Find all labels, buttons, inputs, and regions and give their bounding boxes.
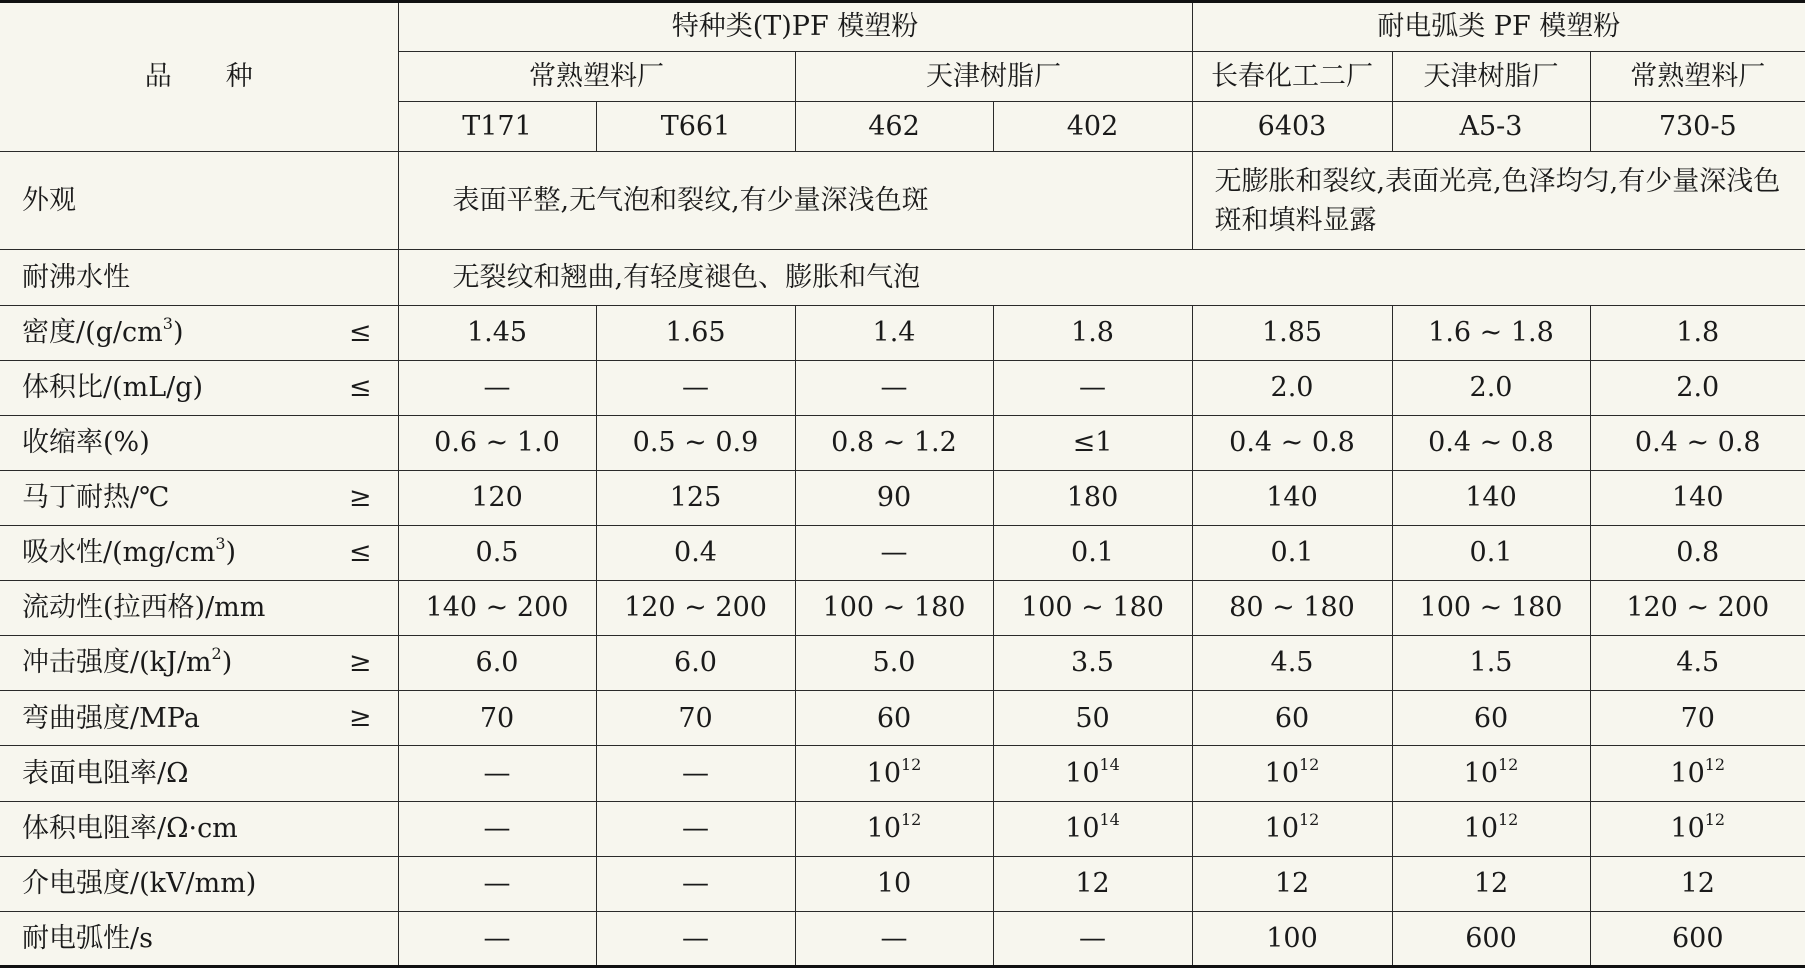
factory-tianjin: 天津树脂厂 xyxy=(795,52,1192,102)
table-row xyxy=(0,305,1805,360)
limit-symbol: ≥ xyxy=(348,702,372,734)
grade-cell: 730-5 xyxy=(1590,102,1805,152)
value-cell: 600 xyxy=(1590,911,1805,966)
value-cell: 0.4 ~ 0.8 xyxy=(1590,415,1805,470)
limit-symbol: ≤ xyxy=(348,537,372,569)
value-cell: 70 xyxy=(1590,691,1805,746)
value-cell: 4.5 xyxy=(1192,636,1392,691)
value-cell: $10^{12}$ xyxy=(1590,801,1805,856)
value-cell: 0.4 ~ 0.8 xyxy=(1192,415,1392,470)
value-cell: 50 xyxy=(993,691,1192,746)
table-row xyxy=(0,801,1805,856)
value-cell: — xyxy=(398,911,596,966)
row-label: 表面电阻率/Ω xyxy=(0,746,398,801)
row-label: 冲击强度$/(kJ/m^2)$ ≥ xyxy=(0,636,398,691)
value-cell: 0.4 ~ 0.8 xyxy=(1392,415,1590,470)
value-cell: — xyxy=(596,856,795,911)
grade-cell: T661 xyxy=(596,102,795,152)
value-cell: 0.6 ~ 1.0 xyxy=(398,415,596,470)
boiling-text: 无裂纹和翘曲,有轻度褪色、膨胀和气泡 xyxy=(398,250,1805,305)
value-cell: $10^{12}$ xyxy=(1590,746,1805,801)
value-cell: 1.5 xyxy=(1392,636,1590,691)
value-cell: 1.4 xyxy=(795,305,993,360)
value-cell: 100 ~ 180 xyxy=(1392,581,1590,636)
table-row xyxy=(0,581,1805,636)
value-cell: — xyxy=(993,360,1192,415)
grade-cell: T171 xyxy=(398,102,596,152)
table-row xyxy=(0,691,1805,746)
value-cell: 100 xyxy=(1192,911,1392,966)
value-cell: 70 xyxy=(596,691,795,746)
variety-header: 品 种 xyxy=(0,2,398,152)
value-cell: 6.0 xyxy=(596,636,795,691)
group1-header: 特种类(T)PF 模塑粉 xyxy=(398,2,1192,52)
row-label: 流动性(拉西格)/mm xyxy=(0,581,398,636)
value-cell: 0.5 ~ 0.9 xyxy=(596,415,795,470)
appearance-group2: 无膨胀和裂纹,表面光亮,色泽均匀,有少量深浅色斑和填料显露 xyxy=(1192,152,1805,250)
table-row xyxy=(0,856,1805,911)
value-cell: — xyxy=(398,746,596,801)
value-cell: 60 xyxy=(795,691,993,746)
value-cell: $10^{12}$ xyxy=(1192,801,1392,856)
row-label: 体积比/(mL/g) ≤ xyxy=(0,360,398,415)
value-cell: 2.0 xyxy=(1392,360,1590,415)
value-cell: 120 ~ 200 xyxy=(1590,581,1805,636)
value-cell: $10^{12}$ xyxy=(1392,801,1590,856)
value-cell: 90 xyxy=(795,470,993,525)
limit-symbol: ≥ xyxy=(348,482,372,514)
value-cell: 100 ~ 180 xyxy=(795,581,993,636)
row-label: 弯曲强度/MPa ≥ xyxy=(0,691,398,746)
row-label: 吸水性$/(mg/cm^3)$ ≤ xyxy=(0,526,398,581)
table-row xyxy=(0,636,1805,691)
value-cell: 0.1 xyxy=(993,526,1192,581)
value-cell: 140 ~ 200 xyxy=(398,581,596,636)
value-cell: 2.0 xyxy=(1192,360,1392,415)
table-row xyxy=(0,746,1805,801)
row-label: 体积电阻率/Ω·cm xyxy=(0,801,398,856)
value-cell: 140 xyxy=(1192,470,1392,525)
table-row xyxy=(0,470,1805,525)
value-cell: — xyxy=(398,856,596,911)
value-cell: 0.8 ~ 1.2 xyxy=(795,415,993,470)
value-cell: 1.6 ~ 1.8 xyxy=(1392,305,1590,360)
value-cell: 6.0 xyxy=(398,636,596,691)
table-row xyxy=(0,415,1805,470)
value-cell: 60 xyxy=(1192,691,1392,746)
value-cell: 1.8 xyxy=(1590,305,1805,360)
value-cell: $10^{12}$ xyxy=(1192,746,1392,801)
value-cell: 0.1 xyxy=(1392,526,1590,581)
value-cell: 0.5 xyxy=(398,526,596,581)
grade-cell: A5-3 xyxy=(1392,102,1590,152)
value-cell: $10^{12}$ xyxy=(1392,746,1590,801)
value-cell: 3.5 xyxy=(993,636,1192,691)
value-cell: 600 xyxy=(1392,911,1590,966)
value-cell: 0.4 xyxy=(596,526,795,581)
value-cell: 10 xyxy=(795,856,993,911)
value-cell: — xyxy=(596,911,795,966)
value-cell: — xyxy=(795,360,993,415)
value-cell: 140 xyxy=(1392,470,1590,525)
value-cell: 1.65 xyxy=(596,305,795,360)
limit-symbol: ≤ xyxy=(348,316,372,348)
value-cell: 80 ~ 180 xyxy=(1192,581,1392,636)
value-cell: — xyxy=(795,526,993,581)
value-cell: $10^{14}$ xyxy=(993,801,1192,856)
limit-symbol: ≤ xyxy=(348,371,372,403)
value-cell: 1.85 xyxy=(1192,305,1392,360)
value-cell: 120 ~ 200 xyxy=(596,581,795,636)
value-cell: — xyxy=(596,746,795,801)
value-cell: $10^{12}$ xyxy=(795,801,993,856)
row-label-boiling: 耐沸水性 xyxy=(0,250,398,305)
factory-changshu-2: 常熟塑料厂 xyxy=(1590,52,1805,102)
value-cell: ≤1 xyxy=(993,415,1192,470)
factory-changchun: 长春化工二厂 xyxy=(1192,52,1392,102)
table-row xyxy=(0,360,1805,415)
row-label-appearance: 外观 xyxy=(0,152,398,250)
value-cell: $10^{12}$ xyxy=(795,746,993,801)
value-cell: 70 xyxy=(398,691,596,746)
group2-header: 耐电弧类 PF 模塑粉 xyxy=(1192,2,1805,52)
value-cell: 180 xyxy=(993,470,1192,525)
value-cell: 1.8 xyxy=(993,305,1192,360)
value-cell: 125 xyxy=(596,470,795,525)
value-cell: — xyxy=(795,911,993,966)
grade-cell: 6403 xyxy=(1192,102,1392,152)
value-cell: 12 xyxy=(993,856,1192,911)
grade-cell: 402 xyxy=(993,102,1192,152)
value-cell: 140 xyxy=(1590,470,1805,525)
row-label: 介电强度/(kV/mm) xyxy=(0,856,398,911)
limit-symbol: ≥ xyxy=(348,647,372,679)
value-cell: $10^{14}$ xyxy=(993,746,1192,801)
value-cell: — xyxy=(993,911,1192,966)
value-cell: 1.45 xyxy=(398,305,596,360)
value-cell: 12 xyxy=(1392,856,1590,911)
value-cell: 5.0 xyxy=(795,636,993,691)
value-cell: — xyxy=(596,360,795,415)
value-cell: 2.0 xyxy=(1590,360,1805,415)
value-cell: 0.8 xyxy=(1590,526,1805,581)
appearance-group1: 表面平整,无气泡和裂纹,有少量深浅色斑 xyxy=(398,152,1192,250)
value-cell: 60 xyxy=(1392,691,1590,746)
value-cell: 120 xyxy=(398,470,596,525)
row-label: 密度$/(g/cm^3)$ ≤ xyxy=(0,305,398,360)
table-row xyxy=(0,911,1805,966)
value-cell: — xyxy=(398,360,596,415)
value-cell: 4.5 xyxy=(1590,636,1805,691)
value-cell: 100 ~ 180 xyxy=(993,581,1192,636)
row-label: 收缩率(%) xyxy=(0,415,398,470)
grade-cell: 462 xyxy=(795,102,993,152)
value-cell: 0.1 xyxy=(1192,526,1392,581)
value-cell: 12 xyxy=(1590,856,1805,911)
value-cell: — xyxy=(398,801,596,856)
row-label: 耐电弧性/s xyxy=(0,911,398,966)
row-label: 马丁耐热/℃ ≥ xyxy=(0,470,398,525)
table-row xyxy=(0,526,1805,581)
value-cell: 12 xyxy=(1192,856,1392,911)
value-cell: — xyxy=(596,801,795,856)
factory-tianjin-2: 天津树脂厂 xyxy=(1392,52,1590,102)
factory-changshu: 常熟塑料厂 xyxy=(398,52,795,102)
